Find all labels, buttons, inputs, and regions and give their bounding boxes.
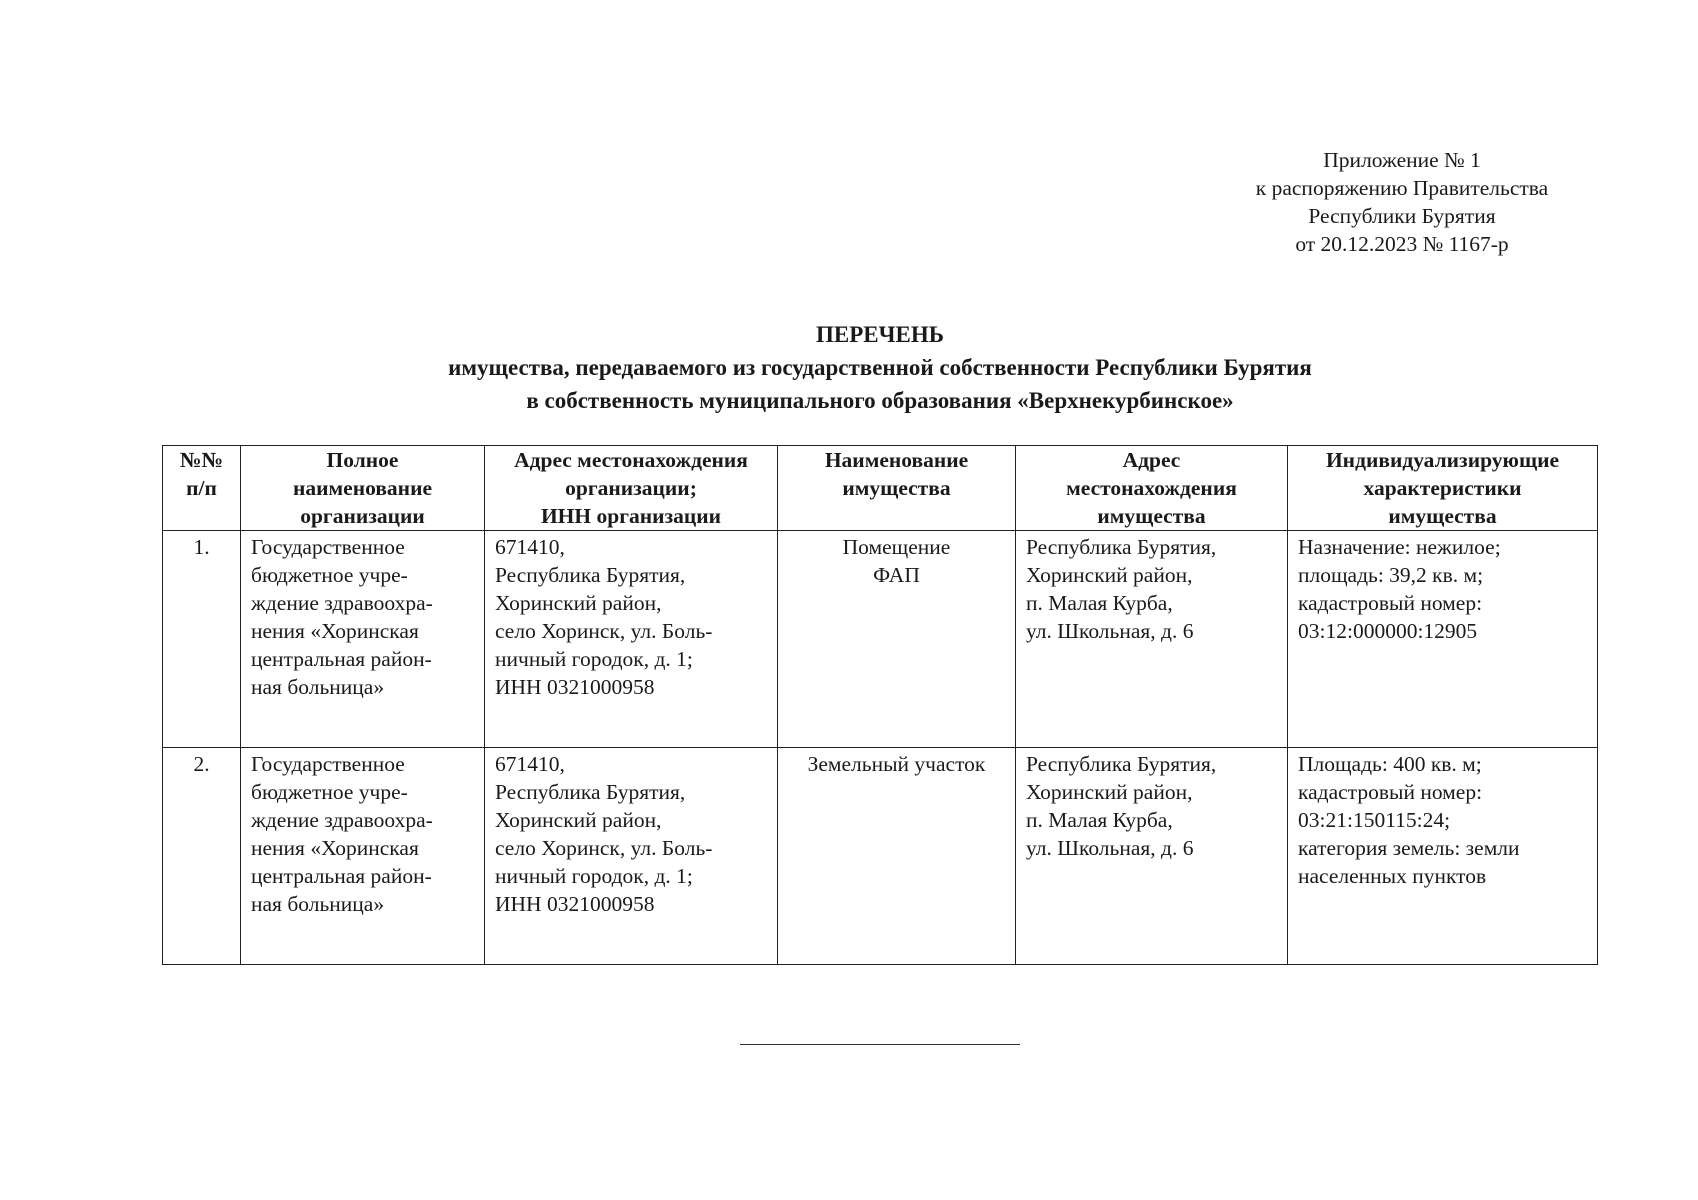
appendix-line: от 20.12.2023 № 1167-р bbox=[1295, 232, 1509, 256]
title-subtitle-line: имущества, передаваемого из государственной собственности Республики Бурятия bbox=[448, 355, 1312, 380]
header-property-address bbox=[1016, 446, 1288, 531]
cell-text-line: бюджетное учре- bbox=[251, 563, 408, 587]
header-text-line: Наименование bbox=[824, 448, 969, 472]
cell-text-line: ничный городок, д. 1; bbox=[495, 864, 693, 888]
cell-property-name bbox=[778, 531, 1016, 748]
header-text-line: имущества bbox=[1388, 504, 1497, 528]
cell-text-line: 2. bbox=[193, 752, 210, 776]
header-text-line: имущества bbox=[1097, 504, 1206, 528]
cell-text-line: бюджетное учре- bbox=[251, 780, 408, 804]
cell-text-line: ждение здравоохра- bbox=[251, 591, 433, 615]
cell-text-line: ждение здравоохра- bbox=[251, 808, 433, 832]
cell-text-line: село Хоринск, ул. Боль- bbox=[495, 836, 713, 860]
cell-text-line: Хоринский район, bbox=[1026, 563, 1193, 587]
footer-divider bbox=[740, 1044, 1020, 1045]
appendix-line: к распоряжению Правительства bbox=[1255, 176, 1549, 200]
table-header-row bbox=[163, 446, 1598, 531]
header-text-line: организации bbox=[300, 504, 425, 528]
cell-text-line: площадь: 39,2 кв. м; bbox=[1298, 563, 1484, 587]
header-characteristics bbox=[1288, 446, 1598, 531]
cell-property-name bbox=[778, 748, 1016, 965]
cell-text-line: центральная район- bbox=[251, 647, 432, 671]
cell-text-line: населенных пунктов bbox=[1298, 864, 1487, 888]
cell-text-line: 671410, bbox=[495, 535, 565, 559]
cell-property-address bbox=[1016, 531, 1288, 748]
cell-org-address bbox=[485, 531, 778, 748]
cell-number bbox=[163, 748, 241, 965]
cell-text-line: село Хоринск, ул. Боль- bbox=[495, 619, 713, 643]
header-text-line: Адрес bbox=[1122, 448, 1181, 472]
header-text-line: местонахождения bbox=[1066, 476, 1237, 500]
cell-number bbox=[163, 531, 241, 748]
cell-text-line: Помещение bbox=[842, 535, 951, 559]
cell-text-line: ФАП bbox=[873, 563, 920, 587]
cell-org-address bbox=[485, 748, 778, 965]
header-text-line: имущества bbox=[842, 476, 951, 500]
cell-text-line: п. Малая Курба, bbox=[1026, 591, 1173, 615]
header-text-line: Индивидуализирующие bbox=[1325, 448, 1560, 472]
cell-text-line: Площадь: 400 кв. м; bbox=[1298, 752, 1482, 776]
cell-property-address bbox=[1016, 748, 1288, 965]
header-text-line: №№ bbox=[179, 448, 224, 472]
cell-characteristics bbox=[1288, 531, 1598, 748]
cell-text-line: ничный городок, д. 1; bbox=[495, 647, 693, 671]
cell-text-line: нения «Хоринская bbox=[251, 836, 419, 860]
title-subtitle-line: в собственность муниципального образования «Верхнекурбинское» bbox=[526, 388, 1234, 413]
cell-text-line: п. Малая Курба, bbox=[1026, 808, 1173, 832]
cell-text-line: Республика Бурятия, bbox=[1026, 752, 1217, 776]
cell-text-line: ная больница» bbox=[251, 675, 385, 699]
title-heading: ПЕРЕЧЕНЬ bbox=[816, 322, 944, 347]
header-text-line: Адрес местонахождения bbox=[514, 448, 748, 472]
cell-characteristics bbox=[1288, 748, 1598, 965]
table-body bbox=[163, 531, 1598, 965]
cell-text-line: Хоринский район, bbox=[1026, 780, 1193, 804]
cell-text-line: центральная район- bbox=[251, 864, 432, 888]
cell-text-line: Хоринский район, bbox=[495, 591, 662, 615]
header-org-name bbox=[241, 446, 485, 531]
cell-text-line: Хоринский район, bbox=[495, 808, 662, 832]
table-header bbox=[163, 446, 1598, 531]
table-row bbox=[163, 748, 1598, 965]
property-table bbox=[162, 445, 1598, 965]
cell-text-line: Государственное bbox=[251, 752, 405, 776]
cell-org-name bbox=[241, 531, 485, 748]
cell-text-line: ИНН 0321000958 bbox=[495, 892, 655, 916]
cell-text-line: ул. Школьная, д. 6 bbox=[1026, 619, 1194, 643]
appendix-line: Республики Бурятия bbox=[1308, 204, 1496, 228]
cell-text-line: Республика Бурятия, bbox=[495, 563, 686, 587]
table-row bbox=[163, 531, 1598, 748]
header-text-line: наименование bbox=[293, 476, 432, 500]
header-text-line: ИНН организации bbox=[540, 504, 722, 528]
header-text-line: п/п bbox=[186, 476, 217, 500]
cell-text-line: кадастровый номер: bbox=[1298, 591, 1483, 615]
header-text-line: организации; bbox=[565, 476, 697, 500]
cell-text-line: Республика Бурятия, bbox=[1026, 535, 1217, 559]
cell-text-line: Республика Бурятия, bbox=[495, 780, 686, 804]
cell-text-line: Земельный участок bbox=[807, 752, 986, 776]
cell-text-line: 03:12:000000:12905 bbox=[1298, 619, 1478, 643]
cell-text-line: ИНН 0321000958 bbox=[495, 675, 655, 699]
appendix-line: Приложение № 1 bbox=[1323, 148, 1481, 172]
header-property-name bbox=[778, 446, 1016, 531]
cell-text-line: ул. Школьная, д. 6 bbox=[1026, 836, 1194, 860]
cell-text-line: 03:21:150115:24; bbox=[1298, 808, 1451, 832]
appendix-header bbox=[1228, 146, 1576, 258]
cell-text-line: нения «Хоринская bbox=[251, 619, 419, 643]
cell-text-line: Назначение: нежилое; bbox=[1298, 535, 1501, 559]
cell-text-line: 671410, bbox=[495, 752, 565, 776]
cell-text-line: 1. bbox=[193, 535, 210, 559]
cell-text-line: Государственное bbox=[251, 535, 405, 559]
cell-text-line: ная больница» bbox=[251, 892, 385, 916]
header-org-address bbox=[485, 446, 778, 531]
cell-text-line: кадастровый номер: bbox=[1298, 780, 1483, 804]
header-number bbox=[163, 446, 241, 531]
header-text-line: характеристики bbox=[1363, 476, 1522, 500]
document-title bbox=[160, 318, 1600, 417]
cell-org-name bbox=[241, 748, 485, 965]
header-text-line: Полное bbox=[326, 448, 399, 472]
cell-text-line: категория земель: земли bbox=[1298, 836, 1520, 860]
